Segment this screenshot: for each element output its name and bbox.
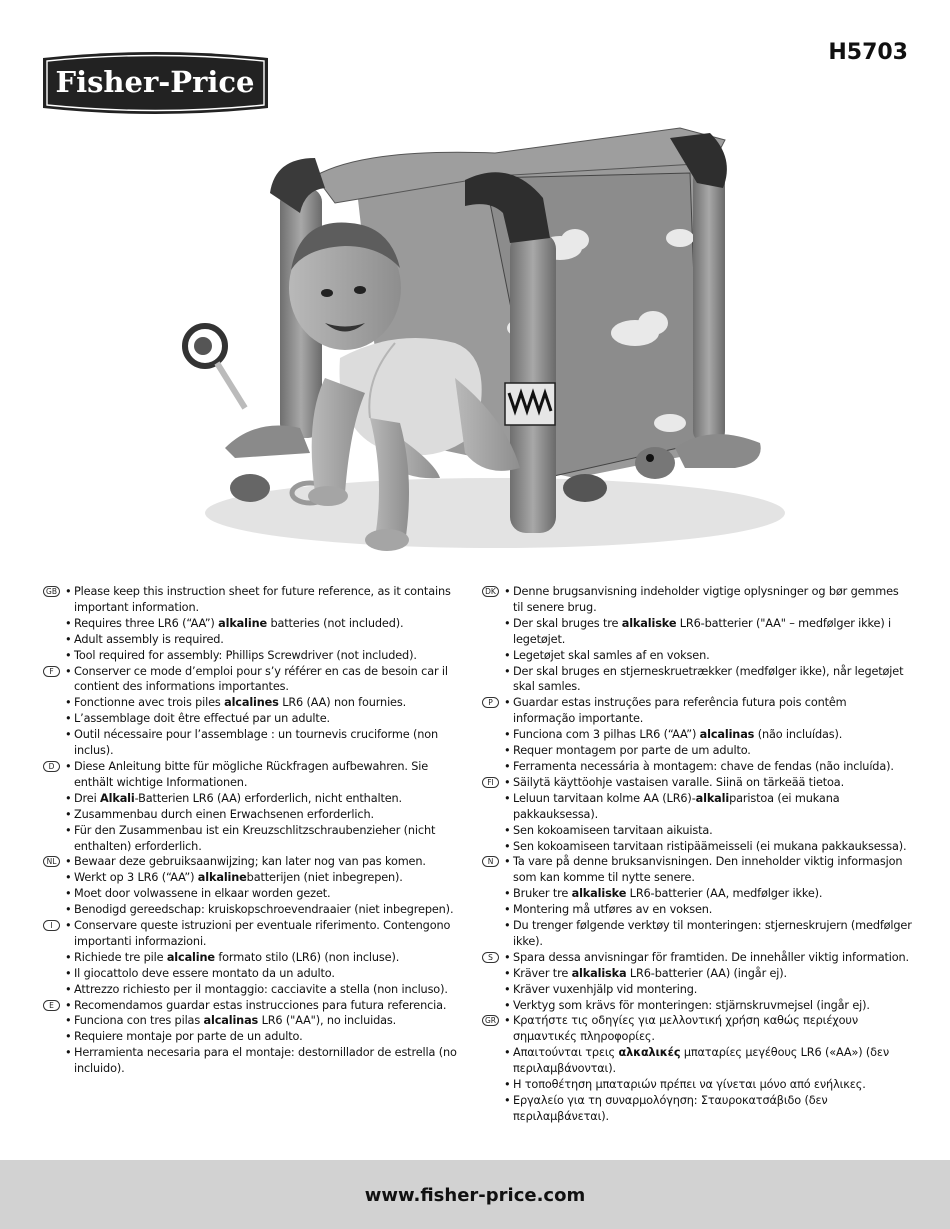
language-section-n	[482, 854, 912, 949]
bullet-icon: •	[504, 585, 511, 598]
battery-type-emphasis: alkaliske	[621, 616, 677, 630]
bullet-item	[65, 950, 458, 966]
language-section-dk	[482, 584, 912, 695]
bullet-item	[65, 584, 458, 616]
bullet-text	[513, 727, 912, 743]
bullet-text-part: -Batterien LR6 (AA) erforderlich, nicht enthalten.	[134, 791, 402, 805]
bullet-item	[65, 870, 458, 886]
bullet-item	[504, 1013, 912, 1045]
language-code-badge: F	[43, 666, 60, 677]
bullet-text-part: LR6-batterier (AA) (ingår ej).	[626, 966, 787, 980]
bullet-icon: •	[65, 696, 72, 710]
bullet-icon: •	[504, 919, 511, 933]
bullet-item	[65, 886, 458, 902]
language-code-badge: GB	[43, 586, 60, 597]
bullet-text: Du trenger følgende verktøy til monteringen: stjerneskrujern (medfølger ikke).	[513, 919, 912, 948]
language-section-i	[43, 918, 458, 998]
bullet-item	[504, 648, 912, 664]
bullet-icon: •	[504, 903, 511, 917]
bullet-item	[504, 1093, 912, 1125]
bullet-text: Benodigd gereedschap: kruiskopschroevendraaier (niet inbegrepen).	[74, 903, 454, 917]
language-section-gr	[482, 1013, 912, 1124]
bullet-text	[513, 886, 912, 902]
language-code-badge: D	[43, 761, 60, 772]
bullet-item	[65, 727, 458, 759]
bullet-text-part: paristoa (ei mukana pakkauksessa).	[513, 791, 840, 821]
bullet-item	[65, 791, 458, 807]
bullet-icon: •	[504, 1094, 511, 1107]
language-section-f	[43, 664, 458, 759]
bullet-text: Zusammenbau durch einen Erwachsenen erforderlich.	[74, 807, 374, 821]
battery-type-emphasis: alkaliske	[571, 887, 627, 901]
bullet-text-part: Fonctionne avec trois piles	[74, 696, 225, 710]
language-code-badge: FI	[482, 777, 499, 788]
fisher-price-logo	[41, 44, 270, 122]
bullet-icon: •	[65, 919, 72, 933]
bullet-item	[504, 743, 912, 759]
instructions-right-column	[482, 584, 912, 1125]
bullet-item	[504, 664, 912, 696]
instructions-left-column	[43, 584, 458, 1077]
bullet-text: Please keep this instruction sheet for future reference, as it contains important information.	[74, 585, 451, 614]
bullet-item	[65, 1013, 458, 1029]
bullet-icon: •	[65, 791, 72, 805]
language-code-badge: GR	[482, 1015, 499, 1026]
product-photo	[165, 118, 805, 558]
bullet-text: Requiere montaje por parte de un adulto.	[74, 1030, 303, 1044]
bullet-text: Requer montagem por parte de um adulto.	[513, 744, 751, 758]
language-code-badge: I	[43, 920, 60, 931]
bullet-text: Εργαλείο για τη συναρμολόγηση: Σταυροκατσάβιδο (δεν περιλαμβάνεται).	[513, 1094, 828, 1123]
footer-url: www.fisher-price.com	[364, 1185, 586, 1206]
bullet-icon: •	[504, 855, 511, 869]
bullet-text-part: batterijen (niet inbegrepen).	[246, 871, 403, 885]
bullet-text-part: formato stilo (LR6) (non incluse).	[214, 950, 400, 964]
bullet-item	[504, 791, 912, 823]
bullet-icon: •	[65, 648, 72, 662]
bullet-text	[513, 616, 912, 648]
bullet-icon: •	[504, 1046, 511, 1060]
language-code-badge: N	[482, 856, 499, 867]
bullet-icon: •	[504, 775, 511, 789]
bullet-item	[65, 966, 458, 982]
battery-type-emphasis: alkaline	[218, 616, 268, 630]
bullet-item	[65, 632, 458, 648]
logo-text: Fisher-Price	[55, 65, 255, 99]
bullet-item	[65, 807, 458, 823]
bullet-text: Montering må utføres av en voksen.	[513, 903, 713, 917]
bullet-icon: •	[504, 823, 511, 837]
bullet-text-part: Werkt op 3 LR6 (“AA”)	[74, 871, 198, 885]
bullet-text-part: Requires three LR6 (“AA”)	[74, 616, 219, 630]
bullet-icon: •	[504, 744, 511, 758]
bullet-text: Diese Anleitung bitte für mögliche Rückfragen aufbewahren. Sie enthält wichtige Informationen.	[74, 759, 429, 789]
battery-type-emphasis: αλκαλικές	[618, 1046, 681, 1060]
battery-type-emphasis: alcalinas	[699, 728, 755, 742]
bullet-text: Outil nécessaire pour l’assemblage : un tournevis cruciforme (non inclus).	[74, 728, 438, 758]
bullet-item	[65, 648, 458, 664]
bullet-item	[504, 966, 912, 982]
bullet-item	[504, 998, 912, 1014]
model-number: H5703	[828, 40, 908, 65]
bullet-text	[74, 791, 458, 807]
battery-type-emphasis: alkaliska	[571, 966, 627, 980]
bullet-text: Conserver ce mode d’emploi pour s’y référer en cas de besoin car il contient des informations importantes.	[74, 664, 448, 694]
language-section-gb	[43, 584, 458, 664]
bullet-item	[504, 584, 912, 616]
bullet-text-part: Kräver tre	[513, 966, 572, 980]
bullet-icon: •	[65, 585, 72, 598]
language-section-e	[43, 998, 458, 1078]
bullet-text: L’assemblage doit être effectué par un adulte.	[74, 712, 330, 726]
bullet-text: Conservare queste istruzioni per eventuale riferimento. Contengono importanti informazioni.	[74, 919, 451, 948]
language-section-fi	[482, 775, 912, 855]
bullet-text	[74, 870, 458, 886]
bullet-item	[65, 918, 458, 950]
bullet-text-part: Bruker tre	[513, 887, 572, 901]
bullet-item	[65, 1045, 458, 1077]
bullet-item	[65, 616, 458, 632]
bullet-text-part: μπαταρίες μεγέθους LR6 («AA») (δεν περιλαμβάνονται).	[513, 1046, 890, 1076]
bullet-text: Spara dessa anvisningar för framtiden. De innehåller viktig information.	[513, 950, 909, 964]
bullet-icon: •	[65, 1014, 72, 1028]
bullet-text-part: Der skal bruges tre	[513, 616, 622, 630]
bullet-item	[65, 823, 458, 855]
bullet-text-part: Drei	[74, 791, 101, 805]
bullet-item	[504, 982, 912, 998]
bullet-text: Il giocattolo deve essere montato da un adulto.	[74, 966, 335, 980]
bullet-text: Adult assembly is required.	[74, 632, 224, 646]
bullet-item	[504, 727, 912, 743]
bullet-icon: •	[65, 712, 72, 726]
bullet-item	[504, 775, 912, 791]
bullet-text: Η τοποθέτηση μπαταριών πρέπει να γίνεται μόνο από ενήλικες.	[513, 1078, 866, 1092]
language-code-badge: NL	[43, 856, 60, 867]
language-code-badge: DK	[482, 586, 499, 597]
bullet-icon: •	[65, 664, 72, 678]
bullet-icon: •	[504, 696, 511, 710]
bullet-text: Kräver vuxenhjälp vid montering.	[513, 982, 698, 996]
language-code-badge: S	[482, 952, 499, 963]
bullet-text-part: Απαιτούνται τρεις	[513, 1046, 619, 1060]
bullet-item	[504, 759, 912, 775]
language-section-s	[482, 950, 912, 1014]
bullet-text	[513, 966, 912, 982]
bullet-item	[504, 918, 912, 950]
bullet-text	[513, 791, 912, 823]
battery-type-emphasis: alkaline	[197, 871, 247, 885]
bullet-text: Für den Zusammenbau ist ein Kreuzschlitzschraubenzieher (nicht enthalten) erforderlich.	[74, 823, 436, 853]
bullet-text	[74, 950, 458, 966]
bullet-item	[65, 998, 458, 1014]
bullet-item	[65, 664, 458, 696]
bullet-icon: •	[504, 1078, 511, 1092]
bullet-item	[65, 982, 458, 998]
bullet-icon: •	[504, 664, 511, 678]
bullet-text-part: (não incluídas).	[754, 728, 843, 742]
bullet-icon: •	[65, 855, 72, 869]
bullet-icon: •	[65, 807, 72, 821]
bullet-text: Bewaar deze gebruiksaanwijzing; kan later nog van pas komen.	[74, 855, 426, 869]
bullet-text-part: Funciona com 3 pilhas LR6 (“AA”)	[513, 728, 700, 742]
bullet-text: Legetøjet skal samles af en voksen.	[513, 648, 710, 662]
bullet-item	[504, 839, 912, 855]
bullet-text: Recomendamos guardar estas instrucciones para futura referencia.	[74, 998, 447, 1012]
bullet-icon: •	[65, 871, 72, 885]
bullet-icon: •	[65, 1046, 72, 1060]
language-section-nl	[43, 854, 458, 918]
bullet-icon: •	[65, 998, 72, 1012]
bullet-icon: •	[65, 632, 72, 646]
bullet-icon: •	[504, 998, 511, 1012]
bullet-icon: •	[65, 728, 72, 742]
bullet-item	[65, 854, 458, 870]
bullet-item	[65, 695, 458, 711]
language-code-badge: P	[482, 697, 499, 708]
bullet-text-part: LR6 ("AA"), no incluidas.	[258, 1014, 397, 1028]
bullet-icon: •	[504, 759, 511, 773]
bullet-text	[513, 1045, 912, 1077]
bullet-text: Der skal bruges en stjerneskruetrækker (medfølger ikke), når legetøjet skal samles.	[513, 664, 904, 694]
bullet-text: Ta vare på denne bruksanvisningen. Den inneholder viktig informasjon som kan komme til nytte senere.	[513, 855, 903, 885]
bullet-icon: •	[504, 982, 511, 996]
bullet-item	[504, 886, 912, 902]
bullet-text-part: Funciona con tres pilas	[74, 1014, 204, 1028]
bullet-icon: •	[504, 966, 511, 980]
battery-type-emphasis: alcalinas	[203, 1014, 259, 1028]
bullet-icon: •	[65, 903, 72, 917]
bullet-item	[65, 759, 458, 791]
battery-type-emphasis: alcaline	[166, 950, 215, 964]
bullet-icon: •	[65, 982, 72, 996]
bullet-icon: •	[504, 1014, 511, 1028]
bullet-icon: •	[504, 616, 511, 630]
bullet-text: Sen kokoamiseen tarvitaan aikuista.	[513, 823, 713, 837]
bullet-icon: •	[65, 616, 72, 630]
bullet-text: Attrezzo richiesto per il montaggio: cacciavite a stella (non incluso).	[74, 982, 448, 996]
bullet-item	[65, 1029, 458, 1045]
bullet-item	[504, 616, 912, 648]
bullet-icon: •	[65, 950, 72, 964]
bullet-text-part: LR6 (AA) non fournies.	[278, 696, 407, 710]
bullet-text-part: LR6-batterier (AA, medfølger ikke).	[626, 887, 823, 901]
bullet-icon: •	[65, 966, 72, 980]
bullet-item	[504, 902, 912, 918]
bullet-icon: •	[504, 728, 511, 742]
bullet-text: Herramienta necesaria para el montaje: destornillador de estrella (no incluido).	[74, 1046, 457, 1076]
battery-type-emphasis: alkali	[695, 791, 730, 805]
bullet-item	[504, 695, 912, 727]
language-section-p	[482, 695, 912, 775]
bullet-item	[504, 950, 912, 966]
bullet-text-part: Leluun tarvitaan kolme AA (LR6)-	[513, 791, 696, 805]
bullet-text: Moet door volwassene in elkaar worden gezet.	[74, 887, 331, 901]
bullet-item	[65, 902, 458, 918]
bullet-text: Denne brugsanvisning indeholder vigtige oplysninger og bør gemmes til senere brug.	[513, 585, 899, 614]
battery-type-emphasis: Alkali	[100, 791, 135, 805]
bullet-icon: •	[504, 887, 511, 901]
bullet-item	[504, 1077, 912, 1093]
bullet-icon: •	[65, 887, 72, 901]
bullet-icon: •	[504, 950, 511, 964]
bullet-text: Κρατήστε τις οδηγίες για μελλοντική χρήση καθώς περιέχουν σημαντικές πληροφορίες.	[513, 1014, 858, 1044]
bullet-item	[504, 823, 912, 839]
bullet-text-part: LR6-batterier ("AA" – medfølger ikke) i legetøjet.	[513, 616, 892, 646]
bullet-text	[74, 1013, 458, 1029]
bullet-text: Guardar estas instruções para referência futura pois contêm informação importante.	[513, 696, 847, 726]
language-section-d	[43, 759, 458, 854]
bullet-text: Säilytä käyttöohje vastaisen varalle. Siinä on tärkeää tietoa.	[513, 775, 845, 789]
bullet-icon: •	[504, 839, 511, 853]
bullet-item	[65, 711, 458, 727]
bullet-text: Ferramenta necessária à montagem: chave de fendas (não incluída).	[513, 759, 894, 773]
bullet-text	[74, 695, 458, 711]
bullet-icon: •	[65, 759, 72, 773]
bullet-text-part: batteries (not included).	[267, 616, 404, 630]
bullet-text-part: Richiede tre pile	[74, 950, 167, 964]
bullet-item	[504, 854, 912, 886]
bullet-text: Verktyg som krävs för monteringen: stjärnskruvmejsel (ingår ej).	[513, 998, 870, 1012]
bullet-text	[74, 616, 458, 632]
bullet-text: Tool required for assembly: Phillips Screwdriver (not included).	[74, 648, 417, 662]
bullet-item	[504, 1045, 912, 1077]
battery-type-emphasis: alcalines	[224, 696, 279, 710]
bullet-text: Sen kokoamiseen tarvitaan ristipäämeisseli (ei mukana pakkauksessa).	[513, 839, 907, 853]
bullet-icon: •	[504, 648, 511, 662]
bullet-icon: •	[65, 823, 72, 837]
bullet-icon: •	[65, 1030, 72, 1044]
bullet-icon: •	[504, 791, 511, 805]
language-code-badge: E	[43, 1000, 60, 1011]
